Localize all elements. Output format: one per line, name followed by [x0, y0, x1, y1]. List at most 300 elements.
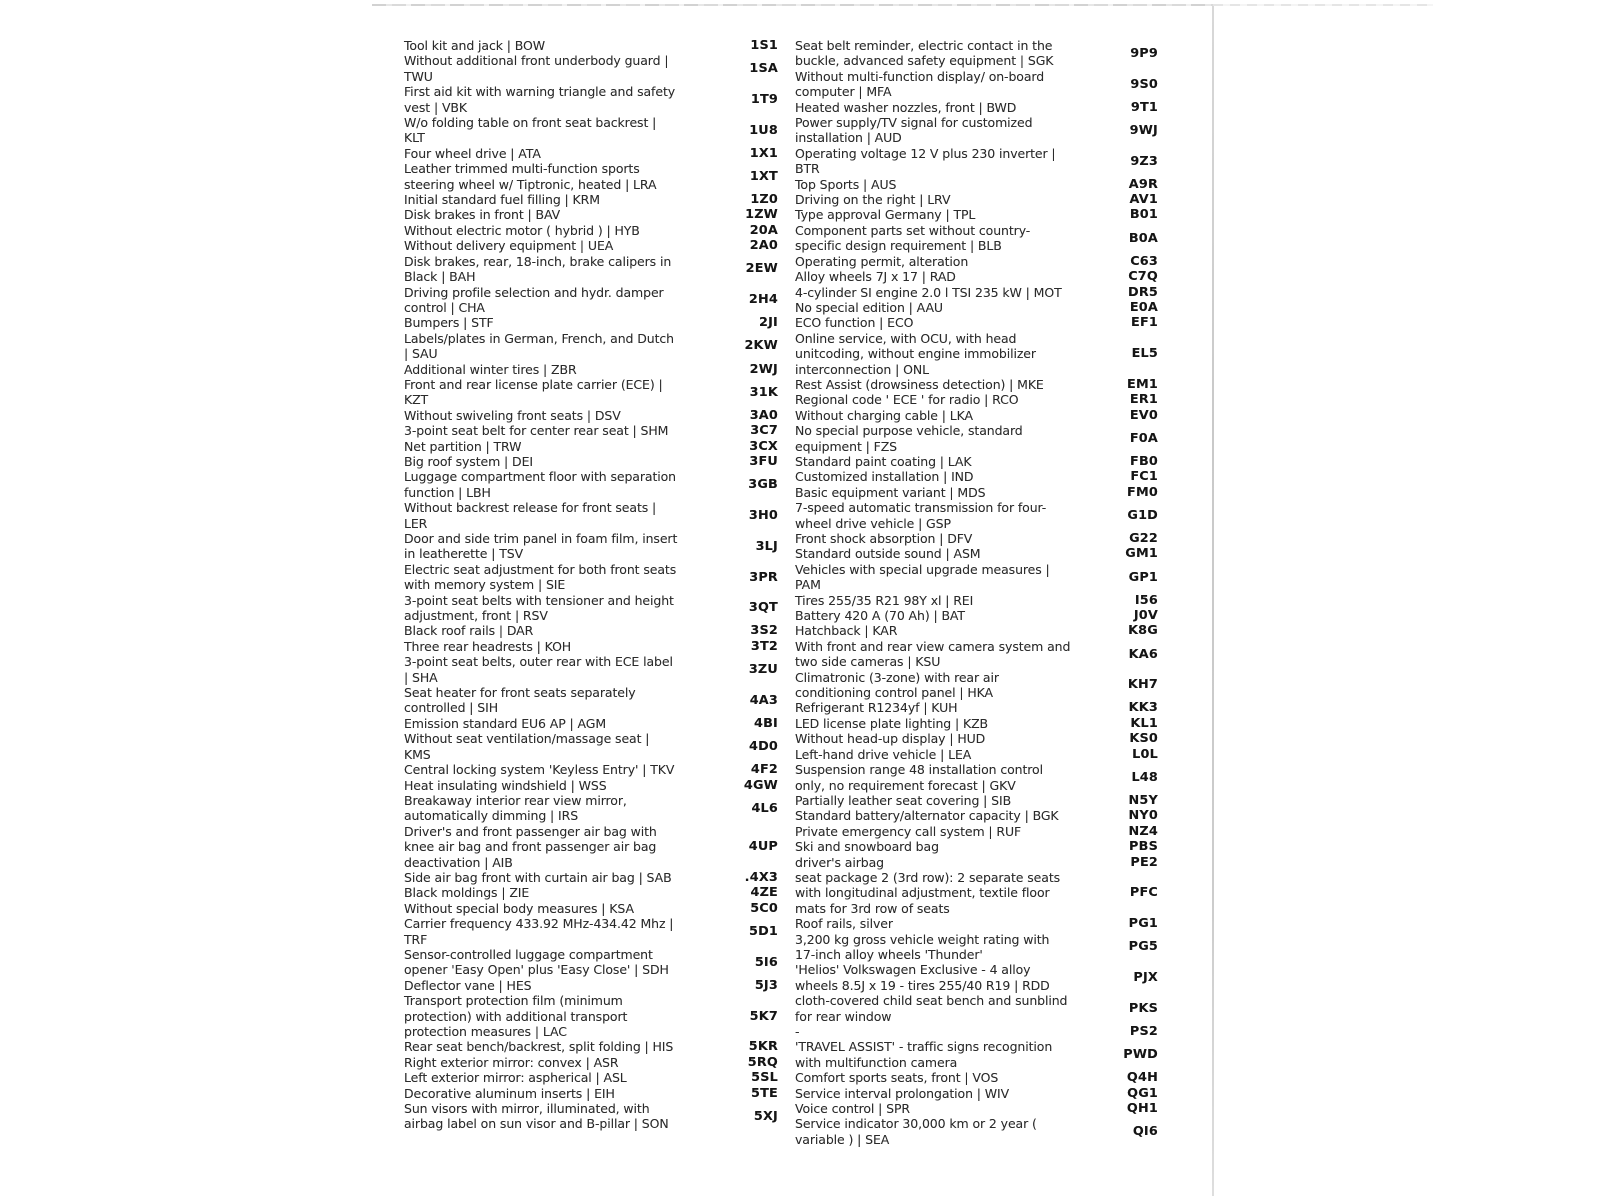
option-description — [404, 685, 730, 716]
option-row — [404, 254, 778, 285]
description-line: Front and rear license plate carrier (ECE) | — [404, 376, 663, 392]
description-line: Driving on the right | LRV — [795, 192, 951, 208]
option-description — [404, 192, 730, 207]
option-code: 9Z3 — [1130, 153, 1158, 169]
option-code: NZ4 — [1128, 823, 1158, 839]
option-description — [404, 38, 730, 53]
option-description — [404, 885, 730, 900]
description-line: conditioning control panel | HKA — [795, 685, 993, 701]
option-row — [404, 639, 778, 654]
description-line: Vehicles with special upgrade measures | — [795, 561, 1050, 577]
option-row — [795, 716, 1158, 731]
description-line: Operating permit, alteration — [795, 253, 969, 269]
option-description — [404, 654, 730, 685]
option-row — [795, 254, 1158, 269]
description-line: Top Sports | AUS — [795, 176, 897, 192]
description-line: Without electric motor ( hybrid ) | HYB — [404, 222, 640, 238]
option-code: 5I6 — [754, 954, 778, 970]
codes-column-right — [795, 38, 1158, 1147]
description-line: Component parts set without country- — [795, 222, 1031, 238]
option-row — [404, 901, 778, 916]
option-code: 2A0 — [749, 238, 778, 254]
description-line: Suspension range 48 installation control — [795, 762, 1043, 778]
option-description — [795, 207, 1110, 222]
description-line: in leatherette | TSV — [404, 546, 524, 562]
option-row — [795, 207, 1158, 222]
option-code: 3A0 — [749, 407, 778, 423]
description-line: steering wheel w/ Tiptronic, heated | LRA — [404, 176, 657, 192]
option-description — [795, 408, 1110, 423]
option-description — [795, 300, 1110, 315]
description-line: Standard battery/alternator capacity | BGK — [795, 808, 1059, 824]
option-code: J0V — [1133, 608, 1158, 624]
description-line: 3,200 kg gross vehicle weight rating with — [795, 931, 1050, 947]
option-row — [404, 207, 778, 222]
option-row — [795, 639, 1158, 670]
option-description — [404, 716, 730, 731]
description-line: 7-speed automatic transmission for four- — [795, 500, 1047, 516]
option-description — [404, 1039, 730, 1054]
option-code: 3CX — [749, 438, 778, 454]
option-row — [404, 870, 778, 885]
description-line: wheels 8.5J x 19 - tires 255/40 R19 | RDD — [795, 977, 1050, 993]
option-code: A9R — [1128, 176, 1158, 192]
description-line: two side cameras | KSU — [795, 654, 941, 670]
description-line: protection measures | LAC — [404, 1024, 567, 1039]
description-line: TWU — [404, 68, 433, 84]
option-row — [404, 469, 778, 500]
option-row — [795, 593, 1158, 608]
description-line: specific design requirement | BLB — [795, 238, 1002, 254]
description-line: automatically dimming | IRS — [404, 808, 579, 824]
option-description — [404, 639, 730, 654]
option-code: 1SA — [749, 61, 778, 77]
description-line: opener 'Easy Open' plus 'Easy Close' | SDH — [404, 962, 669, 978]
option-code: PFC — [1129, 885, 1158, 901]
option-code: QH1 — [1126, 1101, 1158, 1117]
description-line: function | LBH — [404, 484, 491, 500]
option-code: FM0 — [1127, 484, 1158, 500]
description-line: deactivation | AIB — [404, 854, 513, 870]
description-line: Left exterior mirror: aspherical | ASL — [404, 1070, 627, 1086]
description-line: Right exterior mirror: convex | ASR — [404, 1054, 619, 1070]
description-line: Four wheel drive | ATA — [404, 145, 541, 161]
description-line: Power supply/TV signal for customized — [795, 115, 1033, 131]
description-line: 17-inch alloy wheels 'Thunder' — [795, 946, 983, 962]
option-code: 1XT — [749, 168, 778, 184]
option-description — [404, 285, 730, 316]
option-description — [404, 362, 730, 377]
description-line: 4-cylinder SI engine 2.0 l TSI 235 kW | MOT — [795, 284, 1062, 300]
option-row — [404, 84, 778, 115]
description-line: Without swiveling front seats | DSV — [404, 407, 621, 423]
option-description — [404, 146, 730, 161]
option-code: KL1 — [1130, 715, 1158, 731]
description-line: Without delivery equipment | UEA — [404, 238, 614, 254]
description-line: Without seat ventilation/massage seat | — [404, 731, 650, 747]
option-description — [404, 731, 730, 762]
option-row — [795, 377, 1158, 392]
description-line: Rest Assist (drowsiness detection) | MKE — [795, 376, 1044, 392]
option-code: 5SL — [751, 1070, 778, 1086]
option-row — [795, 562, 1158, 593]
description-line: only, no requirement forecast | GKV — [795, 777, 1016, 793]
option-code: 5D1 — [748, 923, 778, 939]
description-line: Big roof system | DEI — [404, 453, 533, 469]
option-description — [795, 269, 1110, 284]
option-description — [795, 223, 1110, 254]
option-description — [795, 469, 1110, 484]
option-description — [404, 1070, 730, 1085]
option-code: PS2 — [1129, 1024, 1158, 1039]
description-line: BTR — [795, 161, 820, 177]
option-description — [795, 1070, 1110, 1085]
option-description — [404, 254, 730, 285]
option-row — [795, 824, 1158, 839]
option-description — [795, 1086, 1110, 1101]
option-row — [795, 623, 1158, 638]
option-row — [795, 700, 1158, 715]
option-row — [795, 1039, 1158, 1070]
option-row — [404, 408, 778, 423]
option-row — [404, 454, 778, 469]
description-line: unitcoding, without engine immobilizer — [795, 346, 1036, 362]
option-code: 1Z0 — [750, 192, 778, 208]
option-description — [795, 69, 1110, 100]
option-code: C7Q — [1128, 269, 1158, 285]
option-row — [404, 115, 778, 146]
option-code: C63 — [1130, 253, 1158, 269]
option-code: PJX — [1133, 970, 1158, 986]
option-code: FC1 — [1130, 469, 1158, 485]
option-row — [404, 593, 778, 624]
option-description — [795, 1101, 1110, 1116]
option-row — [795, 1101, 1158, 1116]
option-code: 3T2 — [750, 638, 778, 654]
option-description — [404, 778, 730, 793]
option-row — [795, 192, 1158, 207]
option-row — [404, 793, 778, 824]
option-description — [795, 824, 1110, 839]
option-description — [795, 855, 1110, 870]
option-row — [404, 623, 778, 638]
option-description — [795, 1024, 1110, 1039]
option-description — [795, 423, 1110, 454]
option-code: PKS — [1128, 1000, 1158, 1016]
description-line: Seat heater for front seats separately — [404, 685, 636, 701]
option-code: QG1 — [1127, 1085, 1158, 1101]
option-code: 3LJ — [755, 538, 778, 554]
option-row — [795, 392, 1158, 407]
option-row — [795, 315, 1158, 330]
option-row — [795, 146, 1158, 177]
option-row — [795, 454, 1158, 469]
option-row — [795, 608, 1158, 623]
option-code: PBS — [1129, 839, 1158, 855]
option-description — [404, 377, 730, 408]
option-description — [404, 469, 730, 500]
description-line: Rear seat bench/backrest, split folding | HIS — [404, 1039, 674, 1055]
option-row — [795, 839, 1158, 854]
option-code: Q4H — [1126, 1070, 1158, 1086]
option-code: E0A — [1129, 299, 1158, 315]
option-row — [404, 1101, 778, 1132]
option-description — [404, 793, 730, 824]
description-line: Net partition | TRW — [404, 438, 522, 454]
description-line: Without special body measures | KSA — [404, 900, 634, 916]
option-row — [795, 762, 1158, 793]
option-row — [404, 223, 778, 238]
option-code: 5J3 — [754, 977, 778, 993]
option-row — [795, 855, 1158, 870]
option-row — [795, 793, 1158, 808]
description-line: Online service, with OCU, with head — [795, 330, 1017, 346]
option-code: 2WJ — [749, 361, 778, 377]
description-line: with memory system | SIE — [404, 577, 566, 593]
option-code: 1ZW — [745, 207, 778, 223]
option-code: 9P9 — [1130, 45, 1158, 61]
option-row — [404, 1039, 778, 1054]
option-code: 4GW — [743, 777, 778, 793]
description-line: Disk brakes in front | BAV — [404, 207, 561, 223]
option-description — [404, 500, 730, 531]
description-line: 'Helios' Volkswagen Exclusive - 4 alloy — [795, 962, 1031, 978]
page-edge-line-top — [372, 4, 1213, 6]
option-description — [795, 747, 1110, 762]
option-description — [404, 947, 730, 978]
option-row — [795, 731, 1158, 746]
option-description — [795, 839, 1110, 854]
option-row — [795, 269, 1158, 284]
option-description — [795, 793, 1110, 808]
option-description — [795, 531, 1110, 546]
option-code: 2H4 — [748, 292, 778, 308]
option-code: 5K7 — [749, 1008, 778, 1024]
option-description — [795, 1039, 1110, 1070]
option-description — [404, 916, 730, 947]
description-line: Emission standard EU6 AP | AGM — [404, 715, 607, 731]
option-row — [404, 500, 778, 531]
option-row — [795, 916, 1158, 931]
option-row — [404, 654, 778, 685]
option-description — [795, 593, 1110, 608]
option-row — [404, 531, 778, 562]
description-line: installation | AUD — [795, 130, 902, 146]
description-line: Tool kit and jack | BOW — [404, 38, 545, 53]
description-line: LED license plate lighting | KZB — [795, 715, 989, 731]
description-line: Standard paint coating | LAK — [795, 453, 972, 469]
option-row — [404, 916, 778, 947]
option-code: N5Y — [1128, 792, 1158, 808]
option-description — [795, 331, 1110, 377]
description-line: TRF — [404, 931, 428, 947]
option-row — [795, 1086, 1158, 1101]
option-row — [404, 331, 778, 362]
option-code: B01 — [1129, 207, 1158, 223]
option-row — [404, 161, 778, 192]
option-row — [404, 38, 778, 53]
description-line: - — [795, 1024, 800, 1039]
option-code: FB0 — [1130, 453, 1158, 469]
option-code: EF1 — [1131, 315, 1158, 331]
description-line: protection) with additional transport — [404, 1008, 628, 1024]
option-code: 20A — [749, 222, 778, 238]
option-code: 3QT — [748, 600, 778, 616]
option-row — [795, 331, 1158, 377]
option-description — [795, 485, 1110, 500]
option-row — [795, 485, 1158, 500]
option-description — [795, 808, 1110, 823]
option-row — [404, 192, 778, 207]
option-row — [795, 870, 1158, 916]
option-code: EL5 — [1131, 346, 1158, 362]
option-description — [795, 146, 1110, 177]
option-description — [795, 38, 1110, 69]
option-description — [404, 331, 730, 362]
description-line: Luggage compartment floor with separation — [404, 469, 677, 485]
description-line: Without head-up display | HUD — [795, 731, 986, 747]
option-code: 5RQ — [747, 1054, 778, 1070]
description-line: buckle, advanced safety equipment | SGK — [795, 53, 1054, 69]
option-code: PWD — [1123, 1047, 1158, 1063]
option-code: 9T1 — [1130, 99, 1158, 115]
option-code: KH7 — [1127, 677, 1158, 693]
option-row — [404, 1055, 778, 1070]
option-row — [404, 947, 778, 978]
option-description — [795, 870, 1110, 916]
description-line: Driving profile selection and hydr. damper — [404, 284, 664, 300]
option-code: 5C0 — [750, 900, 778, 916]
option-code: 4F2 — [750, 762, 778, 778]
description-line: Hatchback | KAR — [795, 623, 898, 639]
description-line: wheel drive vehicle | GSP — [795, 515, 951, 531]
option-code: 9WJ — [1129, 122, 1158, 138]
option-description — [795, 546, 1110, 561]
description-line: 3-point seat belts, outer rear with ECE label — [404, 654, 673, 670]
description-line: Heat insulating windshield | WSS — [404, 777, 607, 793]
option-code: 4D0 — [748, 738, 778, 754]
description-line: | SAU — [404, 346, 438, 362]
option-row — [404, 146, 778, 161]
description-line: Sensor-controlled luggage compartment — [404, 946, 653, 962]
option-row — [795, 469, 1158, 484]
option-description — [795, 254, 1110, 269]
option-description — [795, 962, 1110, 993]
description-line: Service indicator 30,000 km or 2 year ( — [795, 1116, 1037, 1132]
option-code: 2JI — [758, 315, 778, 331]
description-line: equipment | FZS — [795, 438, 897, 454]
option-code: K8G — [1128, 623, 1158, 639]
option-row — [404, 778, 778, 793]
option-description — [795, 731, 1110, 746]
option-row — [795, 962, 1158, 993]
option-description — [795, 100, 1110, 115]
option-code: 5TE — [751, 1085, 778, 1101]
option-row — [404, 716, 778, 731]
option-code: EV0 — [1129, 407, 1158, 423]
option-description — [404, 315, 730, 330]
option-description — [795, 1116, 1110, 1147]
option-code: GP1 — [1128, 569, 1158, 585]
option-row — [404, 1070, 778, 1085]
description-line: adjustment, front | RSV — [404, 608, 548, 624]
option-row — [795, 223, 1158, 254]
option-row — [404, 685, 778, 716]
description-line: vest | VBK — [404, 99, 467, 115]
description-line: Front shock absorption | DFV — [795, 531, 973, 546]
description-line: Initial standard fuel filling | KRM — [404, 192, 600, 208]
option-description — [404, 593, 730, 624]
option-code: GM1 — [1125, 546, 1158, 562]
option-code: AV1 — [1129, 192, 1158, 208]
option-description — [795, 670, 1110, 701]
option-row — [404, 731, 778, 762]
description-line: Electric seat adjustment for both front seats — [404, 561, 677, 577]
option-code: G22 — [1129, 531, 1158, 546]
option-row — [795, 1070, 1158, 1085]
description-line: LER — [404, 515, 428, 531]
option-row — [795, 38, 1158, 69]
option-description — [795, 377, 1110, 392]
option-description — [404, 84, 730, 115]
option-code: L0L — [1132, 746, 1158, 762]
description-line: Without multi-function display/ on-board — [795, 68, 1045, 84]
description-line: Without additional front underbody guard | — [404, 53, 669, 69]
option-code: 3S2 — [750, 623, 778, 639]
option-row — [795, 932, 1158, 963]
option-description — [795, 500, 1110, 531]
option-description — [404, 870, 730, 885]
description-line: Basic equipment variant | MDS — [795, 484, 986, 500]
description-line: with longitudinal adjustment, textile floor — [795, 885, 1050, 901]
description-line: KZT — [404, 392, 429, 408]
description-line: Additional winter tires | ZBR — [404, 361, 577, 377]
option-code: DR5 — [1128, 284, 1158, 300]
option-code: .4X3 — [744, 869, 778, 885]
option-row — [795, 531, 1158, 546]
description-line: computer | MFA — [795, 84, 892, 100]
option-description — [795, 392, 1110, 407]
option-row — [795, 115, 1158, 146]
option-description — [795, 177, 1110, 192]
description-line: Refrigerant R1234yf | KUH — [795, 700, 958, 716]
option-code: I56 — [1134, 592, 1158, 608]
option-code: B0A — [1128, 230, 1158, 246]
option-code: 3ZU — [748, 661, 778, 677]
option-description — [404, 439, 730, 454]
description-line: Side air bag front with curtain air bag | SAB — [404, 869, 672, 885]
description-line: 'TRAVEL ASSIST' - traffic signs recognition — [795, 1039, 1053, 1055]
option-code: 3H0 — [748, 507, 778, 523]
option-row — [404, 238, 778, 253]
option-code: 3FU — [749, 453, 778, 469]
description-line: No special edition | AAU — [795, 299, 943, 315]
description-line: Service interval prolongation | WIV — [795, 1085, 1010, 1101]
description-line: Climatronic (3-zone) with rear air — [795, 669, 999, 685]
description-line: Bumpers | STF — [404, 315, 494, 331]
option-row — [404, 439, 778, 454]
option-row — [795, 408, 1158, 423]
option-description — [404, 762, 730, 777]
option-code: 2KW — [744, 338, 778, 354]
option-row — [404, 362, 778, 377]
option-description — [404, 901, 730, 916]
option-row — [795, 1024, 1158, 1039]
option-code: PG5 — [1128, 939, 1158, 955]
option-description — [795, 639, 1110, 670]
option-code: QI6 — [1132, 1124, 1158, 1140]
description-line: Heated washer nozzles, front | BWD — [795, 99, 1017, 115]
